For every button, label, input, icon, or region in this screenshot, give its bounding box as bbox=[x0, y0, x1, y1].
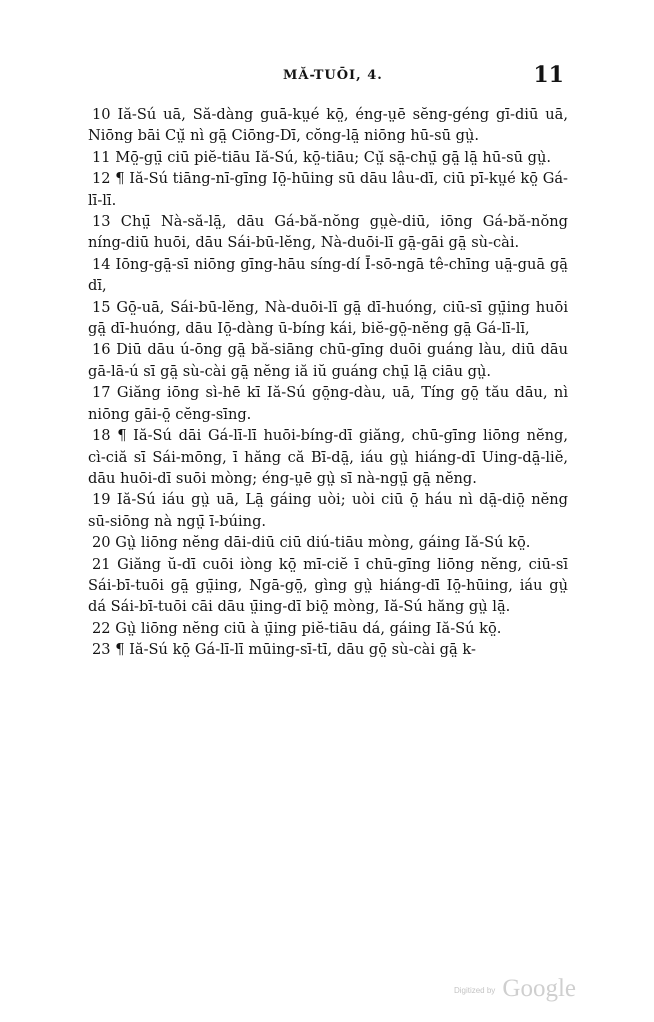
verse-18: 18 ¶ Iă-Sú dāi Gá-lī-lī huōi-bíng-dī giăng, chū-gīng liōng nĕng, cì-ciă sī Sái-mōng, ī hăng că Bī-dā̤, iáu gṳ̀ hiáng-dī Uing-dā̤-liĕ, dāu huōi-dī suōi mòng; éng-ṳē gṳ̀ sī nà-ngṳ̄ gā̤ nĕng. bbox=[88, 427, 568, 487]
verse-17: 17 Giăng iōng sì-hē kī Iă-Sú gō̤ng-dàu, uā, Tíng gō̤ tău dāu, nì niōng gāi-ō̤ cĕng-sīng. bbox=[88, 384, 568, 423]
google-logo: Google bbox=[502, 975, 576, 1002]
running-title: MĂ-TUŌI, 4. bbox=[283, 68, 383, 83]
verse-15: 15 Gō̤-uā, Sái-bū-lĕng, Nà-duōi-lī gā̤ dī-huóng, ciū-sī gṳ̄ing huōi gā̤ dī-huóng, dāu Iō̤-dàng ū-bíng kái, biĕ-gō̤-nĕng gā̤ Gá-lī-lī, bbox=[88, 298, 568, 338]
verse-23: 23 ¶ Iă-Sú kō̤ Gá-lī-lī mūing-sī-tī, dāu gō̤ sù-cài gā̤ k- bbox=[92, 641, 476, 659]
digitization-watermark bbox=[0, 975, 576, 1005]
verse-12: 12 ¶ Iă-Sú tiāng-nī-gīng Iō̤-hūing sū dāu lâu-dī, ciū pī-kṳé kō̤ Gá-lī-lī. bbox=[88, 170, 568, 209]
verse-22: 22 Gṳ̀ liōng nĕng ciū à ṳ̄ing piĕ-tiāu dá, gáing Iă-Sú kō̤. bbox=[92, 619, 502, 637]
watermark-prefix: Digitized by bbox=[453, 986, 496, 995]
page-number: 11 bbox=[533, 62, 564, 88]
scripture-text bbox=[88, 104, 568, 661]
verse-21: 21 Giăng ŭ-dī cuōi iòng kō̤ mī-ciĕ ī chū-gīng liōng nĕng, ciū-sī Sái-bī-tuōi gā̤ gṳ̄ing, Ngā-gō̤, gìng gṳ̀ hiáng-dī Iō̤-hūing, iáu gṳ̀ dá Sái-bī-tuōi cāi dāu ṳ̄ing-dī biō̤ mòng, Iă-Sú hăng gṳ̀ lā̤. bbox=[88, 555, 568, 616]
verse-14: 14 Iōng-gā̤-sī niōng gīng-hāu síng-dí Ī-sō-ngā tê-chīng uā̤-guā gā̤ dī, bbox=[88, 255, 568, 295]
verse-11: 11 Mō̤-gṳ̄ ciū piĕ-tiāu Iă-Sú, kō̤-tiāu; Cṳ̆ sā̤-chṳ̄ gā̤ lā̤ hū-sū gṳ̀. bbox=[92, 148, 552, 166]
verse-10: 10 Iă-Sú uā, Să-dàng guā-kṳé kō̤, éng-ṳē sĕng-géng gī-diū uā, Niōng bāi Cṳ̆ nì gā̤ Ciōng-Dī, cŏng-lā̤ niōng hū-sū gṳ̀. bbox=[88, 106, 568, 145]
verse-20: 20 Gṳ̀ liōng nĕng dāi-diū ciū diú-tiāu mòng, gáing Iă-Sú kō̤. bbox=[92, 534, 531, 552]
running-head bbox=[90, 62, 568, 92]
verse-13: 13 Chṳ̄ Nà-să-lā̤, dāu Gá-bă-nŏng gṳè-diū, iōng Gá-bă-nŏng níng-diū huōi, dāu Sái-bū-lĕng, Nà-duōi-lī gā̤-gāi gā̤ sù-cài. bbox=[88, 213, 568, 252]
verse-19: 19 Iă-Sú iáu gṳ̀ uā, Lā̤ gáing uòi; uòi ciū ō̤ háu nì dā̤-diō̤ nĕng sū-siōng nà ngṳ̄ ī-búing. bbox=[88, 491, 568, 530]
verse-16: 16 Diū dāu ú-ōng gā̤ bă-siāng chū-gīng duōi guáng làu, diū dāu gā-lā-ú sī gā̤ sù-cài gā̤ nĕng iă iŭ guáng chṳ̄ lā̤ ciāu gṳ̀. bbox=[88, 341, 568, 380]
